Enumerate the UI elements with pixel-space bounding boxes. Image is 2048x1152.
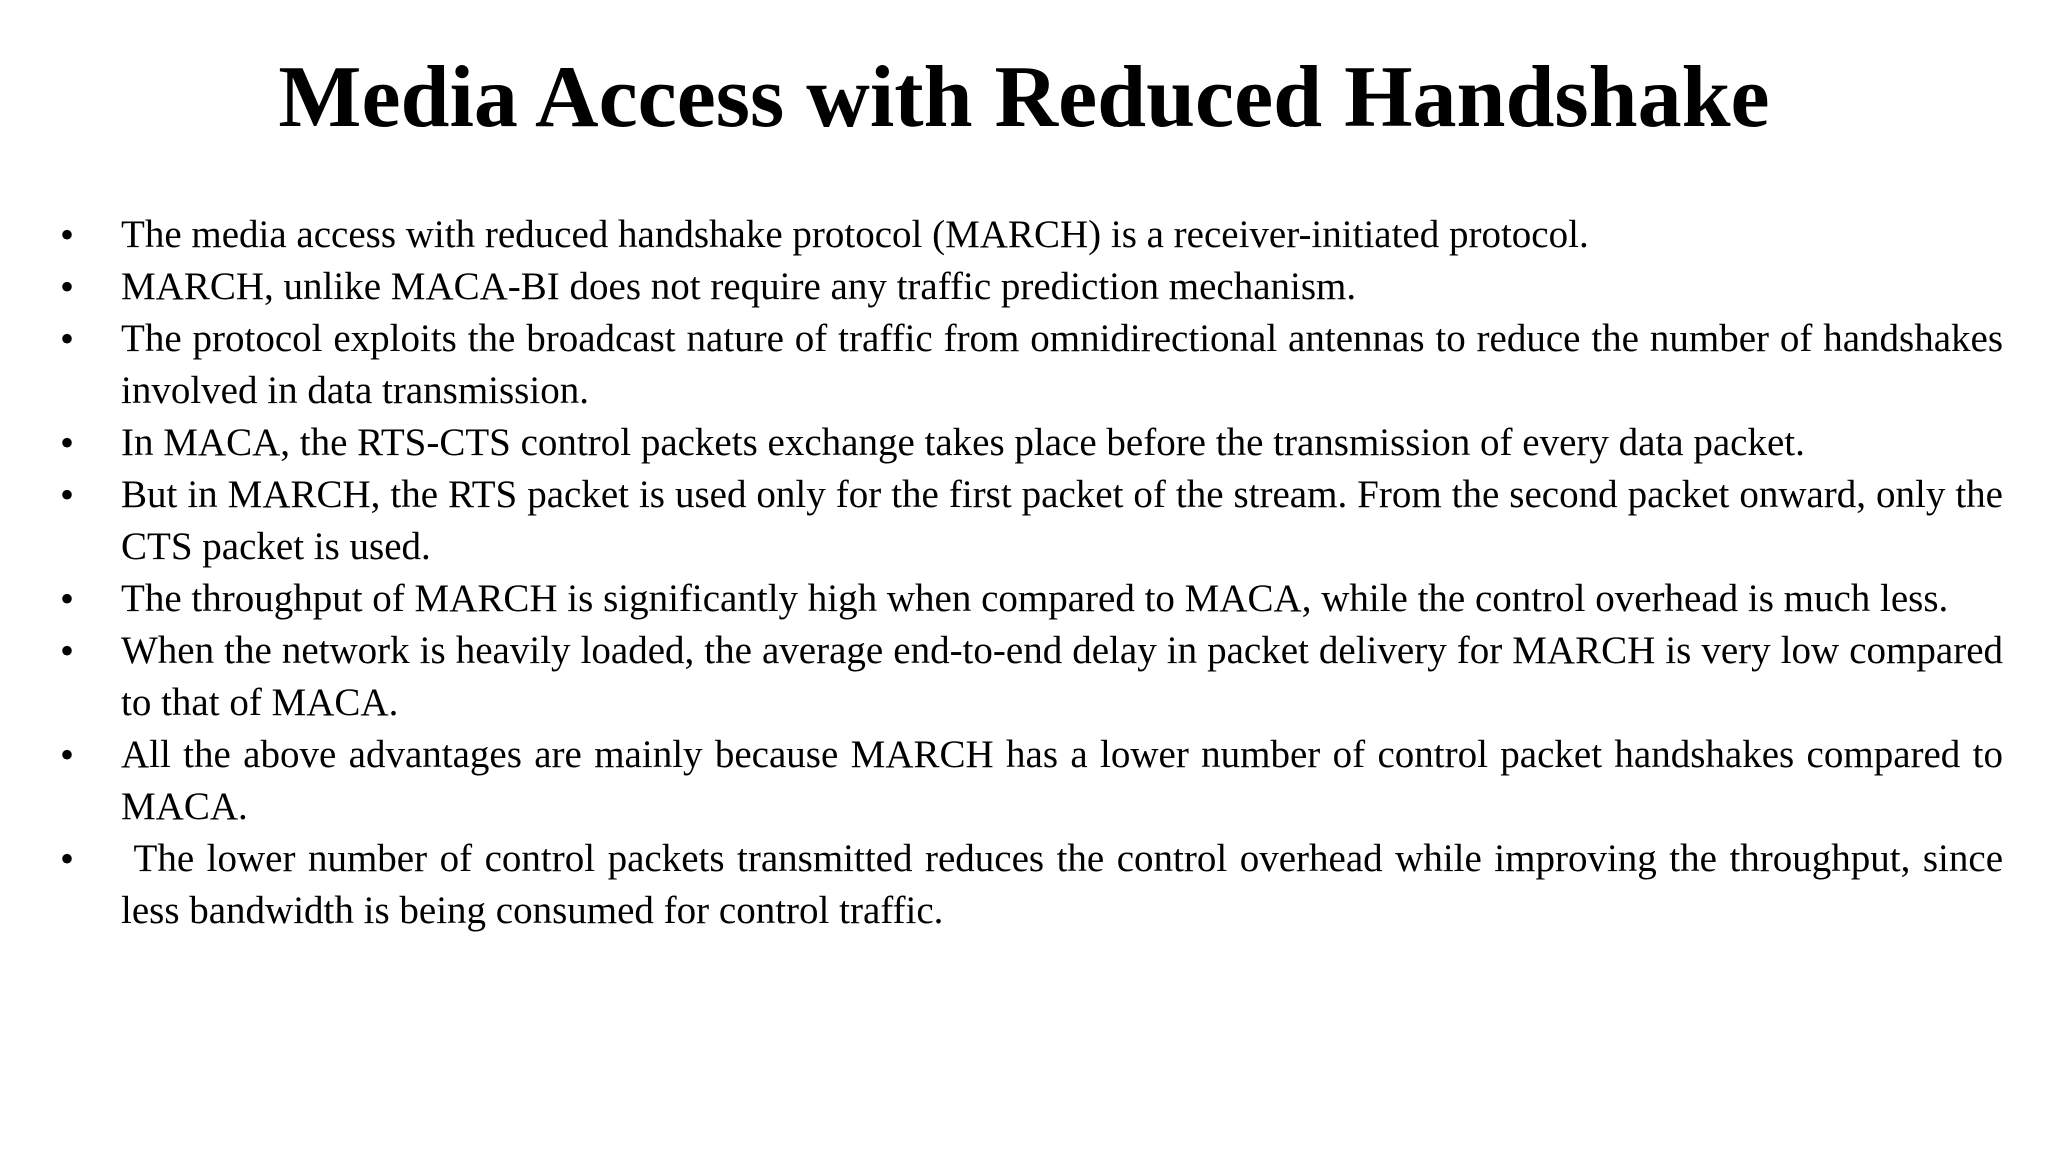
bullet-icon: • (60, 212, 75, 257)
bullet-icon: • (60, 316, 75, 361)
bullet-text: The throughput of MARCH is significantly high when compared to MACA, while the control overhead is much less. (121, 577, 1949, 620)
bullet-item (0, 469, 2048, 573)
bullet-text: All the above advantages are mainly because MARCH has a lower number of control packet handshakes compared to MACA. (121, 733, 2013, 828)
bullet-icon: • (60, 264, 75, 309)
bullet-icon: • (60, 472, 75, 517)
bullet-item (0, 833, 2048, 937)
bullet-item (0, 573, 2048, 625)
bullet-item (0, 729, 2048, 833)
bullet-text: When the network is heavily loaded, the average end-to-end delay in packet delivery for MARCH is very low compared to that of MACA. (121, 629, 2013, 724)
bullet-text: The protocol exploits the broadcast nature of traffic from omnidirectional antennas to reduce the number of handshakes involved in data transmission. (121, 317, 2013, 412)
bullet-item (0, 625, 2048, 729)
bullet-item (0, 417, 2048, 469)
bullet-list (0, 209, 2048, 937)
bullet-icon: • (60, 628, 75, 673)
bullet-item (0, 261, 2048, 313)
slide-title: Media Access with Reduced Handshake (278, 49, 1770, 146)
bullet-icon: • (60, 420, 75, 465)
bullet-text: The media access with reduced handshake protocol (MARCH) is a receiver-initiated protocol. (121, 213, 1589, 256)
bullet-text: MARCH, unlike MACA-BI does not require any traffic prediction mechanism. (121, 265, 1357, 308)
bullet-item (0, 313, 2048, 417)
bullet-text: But in MARCH, the RTS packet is used only for the first packet of the stream. From the second packet onward, only the CTS packet is used. (121, 473, 2013, 568)
bullet-icon: • (60, 732, 75, 777)
bullet-text: The lower number of control packets transmitted reduces the control overhead while improving the throughput, since less bandwidth is being consumed for control traffic. (121, 837, 2013, 932)
bullet-icon: • (60, 576, 75, 621)
bullet-icon: • (60, 836, 75, 881)
bullet-item (0, 209, 2048, 261)
bullet-text: In MACA, the RTS-CTS control packets exchange takes place before the transmission of every data packet. (121, 421, 1805, 464)
